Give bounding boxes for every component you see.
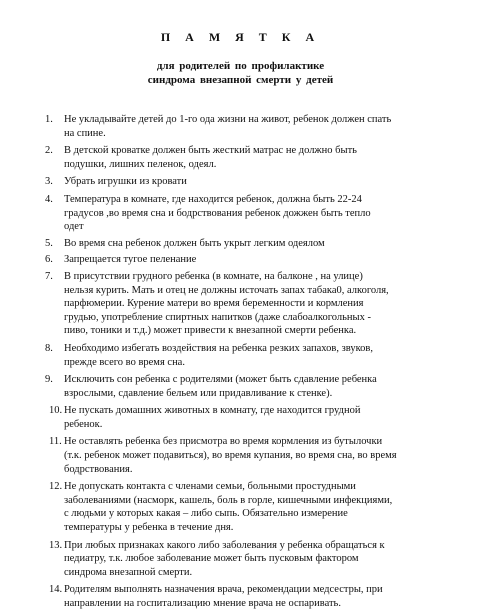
list-item xyxy=(0,237,481,251)
list-item-text-line: заболеваниями (насморк, кашель, боль в горле, кишечными инфекциями, xyxy=(64,494,393,506)
list-item-text-line: Исключить сон ребенка с родителями (может быть сдавление ребенка xyxy=(64,374,377,386)
list-item-text-line: (т.к. ребенок может подавиться), во время купания, во время сна, во время xyxy=(64,450,397,462)
list-item-text-line: В детской кроватке должен быть жесткий матрас не должно быть xyxy=(64,145,357,157)
list-item-text-line: ребенок. xyxy=(64,418,103,430)
list-item-text-line: одет xyxy=(64,221,84,233)
list-item-number: 1. xyxy=(45,114,53,125)
list-item-number: 3. xyxy=(45,176,53,188)
list-item-number: 10. xyxy=(49,405,63,417)
list-item xyxy=(0,193,481,234)
list-item-text-line: педиатру, т.к. любое заболевание может быть пусковым фактором xyxy=(64,553,359,565)
list-item xyxy=(0,342,481,369)
document-subtitle-line-1: для родителей по профилактике xyxy=(156,60,325,72)
list-item-text-line: Не пускать домашних животных в комнату, где находится грудной xyxy=(64,405,361,417)
list-item-text-line: на спине. xyxy=(64,127,106,139)
list-item xyxy=(0,404,481,431)
list-item-text-line: подушки, лишних пеленок, одеял. xyxy=(64,158,217,170)
list-item-text-line: парфюмерии. Курение матери во время беременности и кормления xyxy=(64,298,364,310)
list-item-text-line: с людьми у которых какая – либо сыпь. Обязательно измерение xyxy=(64,508,348,520)
recommendations-list xyxy=(0,113,481,611)
list-item-text-line: В присутствии грудного ребенка (в комнате, на балконе , на улице) xyxy=(64,270,363,282)
list-item-number: 14. xyxy=(49,584,63,596)
list-item-text-line: бодрствования. xyxy=(64,463,133,475)
list-item xyxy=(0,253,481,267)
list-item-text-line: направлении на госпитализацию мнение врача не оспаривать. xyxy=(64,598,341,609)
list-item-text-line: Не допускать контакта с членами семьи, больными простудными xyxy=(64,481,356,493)
list-item-number: 12. xyxy=(49,481,63,493)
list-item xyxy=(0,480,481,534)
list-item xyxy=(0,175,481,189)
list-item-number: 11. xyxy=(49,436,62,448)
list-item xyxy=(0,539,481,580)
list-item-text-line: температуры у ребенка в течение дня. xyxy=(64,522,234,534)
document-subtitle-line-2: синдрома внезапной смерти у детей xyxy=(147,74,334,86)
list-item xyxy=(0,144,481,171)
list-item xyxy=(0,373,481,400)
list-item xyxy=(0,435,481,476)
list-item-number: 5. xyxy=(45,237,53,249)
list-item-number: 13. xyxy=(49,539,63,551)
list-item-number: 2. xyxy=(45,145,53,157)
list-item-text-line: При любых признаках какого либо заболевания у ребенка обращаться к xyxy=(64,539,385,551)
list-item-text-line: грудью, употребление спиртных напитков (даже слабоалкогольных - xyxy=(64,311,371,323)
list-item-text-line: Во время сна ребенок должен быть укрыт легким одеялом xyxy=(64,237,325,249)
list-item-text-line: Убрать игрушки из кровати xyxy=(64,176,187,188)
list-item xyxy=(0,113,481,140)
list-item-text-line: нельзя курить. Мать и отец не должны источать запах табака0, алкоголя, xyxy=(64,284,389,296)
list-item-text-line: Температура в комнате, где находится ребенок, должна быть 22-24 xyxy=(64,193,362,205)
list-item-text-line: взрослыми, сдавление бельем или придавливание к стенке). xyxy=(64,387,333,399)
list-item xyxy=(0,270,481,338)
list-item-text-line: синдрома внезапной смерти. xyxy=(64,566,193,578)
list-item-text-line: градусов ,во время сна и бодрствования ребенок дожжен быть тепло xyxy=(64,207,371,219)
list-item-text-line: Запрещается тугое пеленание xyxy=(64,254,197,266)
list-item-text-line: Необходимо избегать воздействия на ребенка резких запахов, звуков, xyxy=(64,342,374,354)
list-item-text-line: прежде всего во время сна. xyxy=(64,356,185,368)
list-item-number: 7. xyxy=(45,270,53,282)
list-item-text-line: пиво, тоники и т.д.) может привести к внезапной смерти ребенка. xyxy=(64,325,357,337)
list-item xyxy=(0,583,481,610)
list-item-number: 9. xyxy=(45,374,53,386)
list-item-number: 6. xyxy=(45,254,53,266)
list-item-number: 4. xyxy=(45,193,53,205)
list-item-text-line: Родителям выполнять назначения врача, рекомендации медсестры, при xyxy=(64,584,383,596)
document-title: П А М Я Т К А xyxy=(160,30,321,44)
list-item-text-line: Не укладывайте детей до 1-го ода жизни на живот, ребенок должен спать xyxy=(64,114,392,125)
list-item-number: 8. xyxy=(45,342,53,354)
list-item-text-line: Не оставлять ребенка без присмотра во время кормления из бутылочки xyxy=(64,436,383,448)
